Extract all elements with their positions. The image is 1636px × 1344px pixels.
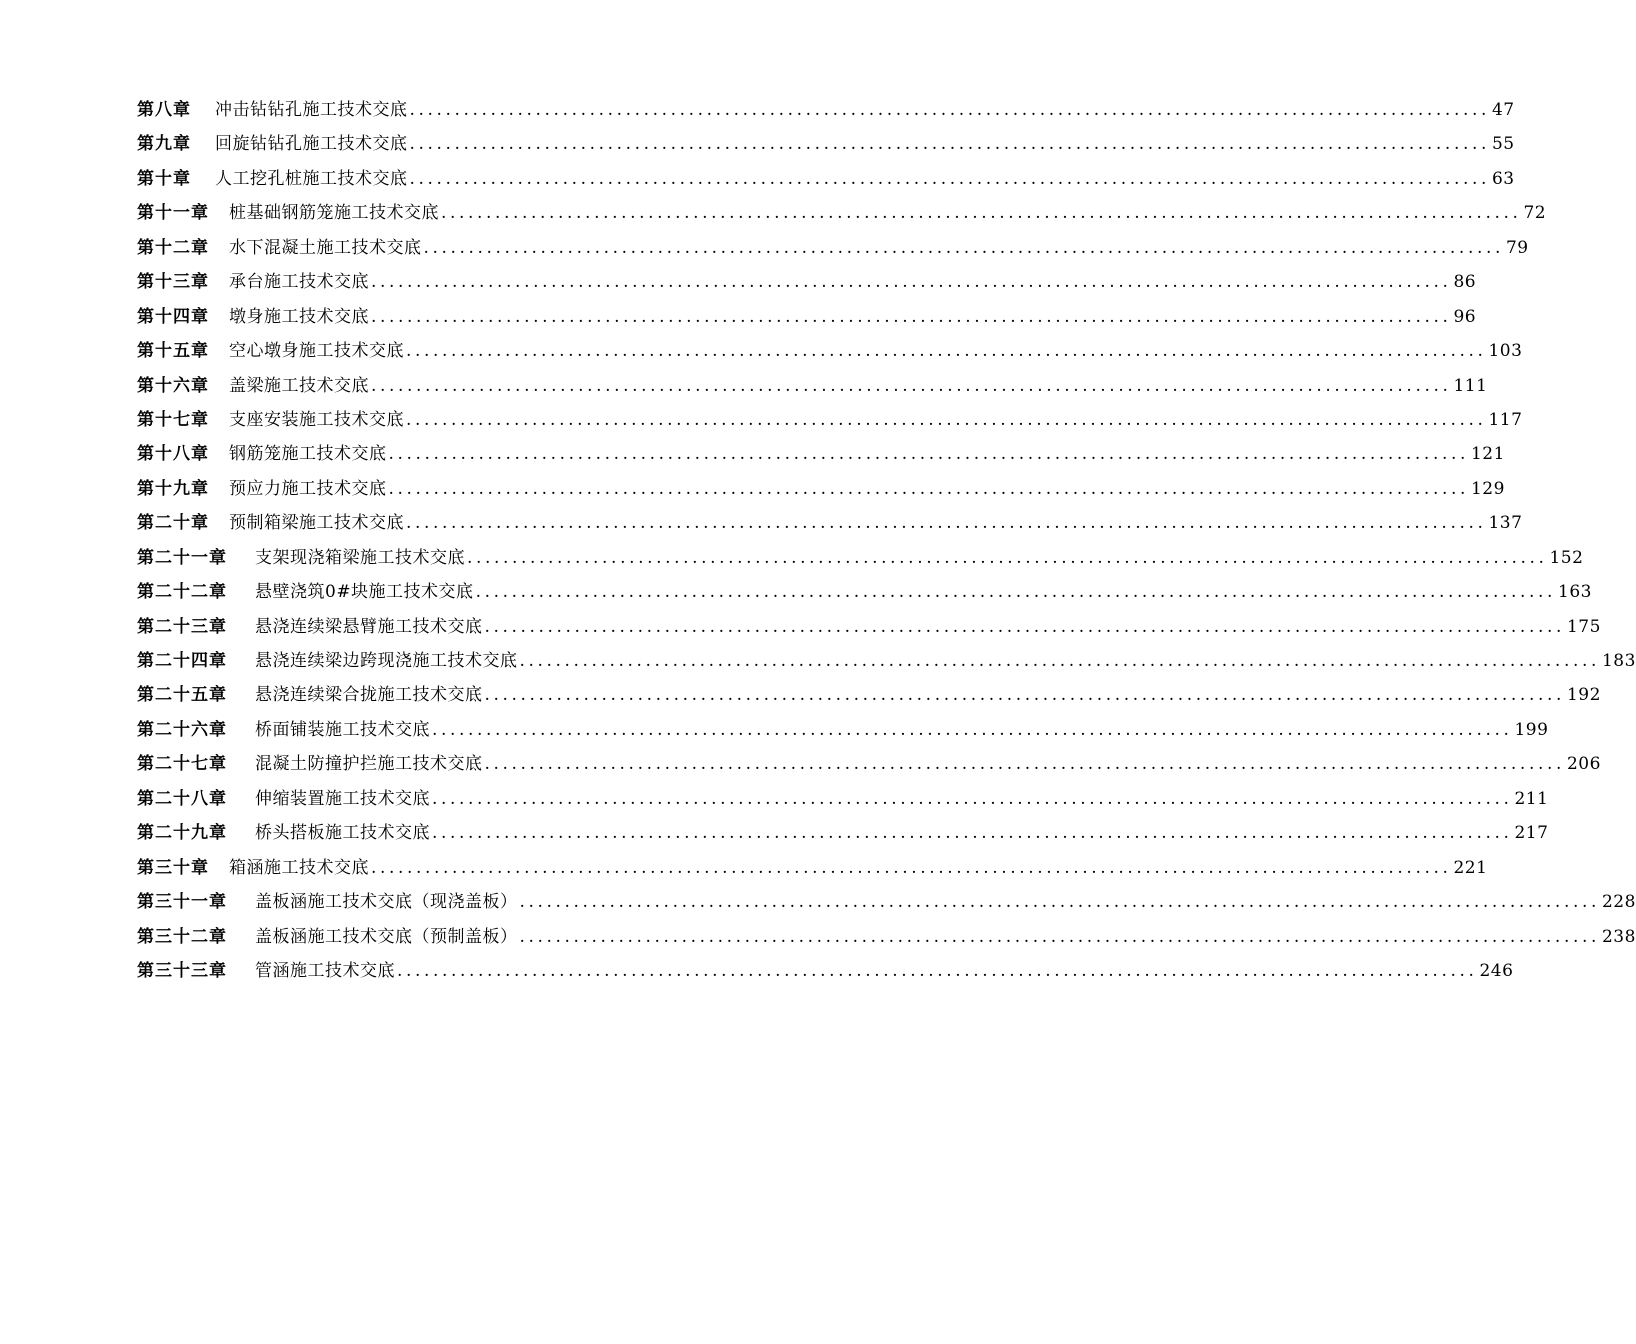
toc-entry[interactable]	[137, 202, 1547, 236]
toc-chapter-title: 墩身施工技术交底	[229, 306, 369, 327]
toc-page-number: 152	[1549, 547, 1584, 568]
toc-dot-leader: ........................................................................................................................	[423, 237, 1504, 258]
toc-dot-leader: ........................................................................................................................	[397, 960, 1478, 981]
toc-dot-leader: ........................................................................................................................	[484, 754, 1565, 775]
toc-chapter-title: 悬壁浇筑0#块施工技术交底	[255, 582, 474, 603]
toc-entry[interactable]	[137, 616, 1601, 650]
toc-page-number: 47	[1491, 100, 1515, 120]
toc-chapter-title: 支座安装施工技术交底	[229, 409, 404, 430]
toc-chapter-title: 承台施工技术交底	[229, 272, 369, 293]
toc-chapter-title: 桩基础钢筋笼施工技术交底	[229, 203, 439, 224]
toc-chapter-title: 悬浇连续梁边跨现浇施工技术交底	[255, 651, 518, 671]
toc-entries	[137, 99, 1636, 994]
toc-chapter-title: 管涵施工技术交底	[255, 960, 395, 981]
toc-entry[interactable]	[137, 581, 1592, 615]
toc-page-number: 117	[1488, 409, 1523, 430]
toc-page-number: 79	[1505, 237, 1529, 258]
toc-entry[interactable]	[137, 891, 1636, 925]
toc-page-number: 192	[1566, 685, 1601, 706]
toc-dot-leader: ........................................................................................................................	[484, 685, 1565, 706]
toc-page-number: 217	[1514, 823, 1549, 844]
toc-chapter-title: 伸缩装置施工技术交底	[255, 788, 430, 809]
toc-chapter-title: 预应力施工技术交底	[229, 478, 387, 499]
toc-page-number: 55	[1491, 134, 1515, 155]
toc-dot-leader: ........................................................................................................................	[409, 100, 1490, 120]
toc-dot-leader: ........................................................................................................................	[371, 375, 1452, 396]
toc-page-number: 137	[1488, 513, 1523, 534]
toc-chapter-number: 第十七章	[137, 409, 209, 430]
toc-chapter-number: 第二十四章	[137, 651, 227, 671]
toc-chapter-number: 第二十二章	[137, 582, 227, 603]
toc-entry[interactable]	[137, 168, 1515, 202]
toc-dot-leader: ........................................................................................................................	[371, 306, 1452, 327]
toc-dot-leader: ........................................................................................................................	[475, 582, 1557, 603]
toc-chapter-number: 第二十七章	[137, 754, 227, 775]
toc-chapter-number: 第三十三章	[137, 960, 227, 981]
toc-dot-leader: ........................................................................................................................	[519, 926, 1600, 947]
toc-entry[interactable]	[137, 719, 1549, 753]
toc-dot-leader: ........................................................................................................................	[406, 341, 1487, 362]
toc-entry[interactable]	[137, 650, 1636, 684]
toc-dot-leader: ........................................................................................................................	[409, 134, 1490, 155]
toc-page-number: 129	[1470, 478, 1505, 499]
toc-entry[interactable]	[137, 340, 1523, 374]
toc-chapter-number: 第二十三章	[137, 616, 227, 637]
toc-entry[interactable]	[137, 547, 1584, 581]
toc-page-number: 238	[1601, 926, 1636, 947]
toc-entry[interactable]	[137, 512, 1523, 546]
toc-chapter-title: 空心墩身施工技术交底	[229, 341, 404, 362]
toc-page-number: 228	[1601, 892, 1636, 913]
toc-page-number: 86	[1453, 272, 1477, 293]
toc-chapter-number: 第十九章	[137, 478, 209, 499]
toc-page-number: 72	[1523, 203, 1547, 224]
toc-entry[interactable]	[137, 237, 1529, 271]
toc-dot-leader: ........................................................................................................................	[406, 513, 1487, 534]
toc-page-number: 206	[1566, 754, 1601, 775]
toc-entry[interactable]	[137, 960, 1514, 994]
toc-page-number: 175	[1566, 616, 1601, 637]
toc-chapter-title: 支架现浇箱梁施工技术交底	[255, 547, 465, 568]
toc-chapter-title: 钢筋笼施工技术交底	[229, 444, 387, 465]
toc-chapter-title: 盖梁施工技术交底	[229, 375, 369, 396]
toc-chapter-number: 第三十一章	[137, 892, 227, 913]
toc-chapter-title: 预制箱梁施工技术交底	[229, 513, 404, 534]
toc-entry[interactable]	[137, 409, 1523, 443]
toc-chapter-title: 桥头搭板施工技术交底	[255, 823, 430, 844]
toc-chapter-number: 第二十章	[137, 513, 209, 534]
toc-chapter-number: 第十四章	[137, 306, 209, 327]
toc-page-number: 246	[1479, 960, 1514, 981]
toc-dot-leader: ........................................................................................................................	[406, 409, 1487, 430]
toc-entry[interactable]	[137, 443, 1505, 477]
toc-page-number: 221	[1453, 857, 1488, 878]
toc-dot-leader: ........................................................................................................................	[441, 203, 1522, 224]
toc-chapter-number: 第十章	[137, 168, 191, 189]
toc-chapter-number: 第二十六章	[137, 719, 227, 740]
toc-dot-leader: ........................................................................................................................	[432, 719, 1513, 740]
toc-entry[interactable]	[137, 375, 1488, 409]
toc-page-number: 96	[1453, 306, 1477, 327]
toc-entry[interactable]	[137, 133, 1515, 167]
toc-chapter-number: 第二十五章	[137, 685, 227, 706]
toc-entry[interactable]	[137, 271, 1477, 305]
toc-page-number: 111	[1453, 375, 1488, 396]
toc-entry[interactable]	[137, 478, 1505, 512]
toc-page-number: 199	[1514, 719, 1549, 740]
toc-entry[interactable]	[137, 926, 1636, 960]
toc-dot-leader: ........................................................................................................................	[371, 272, 1452, 293]
toc-dot-leader: ........................................................................................................................	[432, 788, 1513, 809]
toc-page-number: 163	[1558, 582, 1592, 603]
toc-dot-leader: ........................................................................................................................	[467, 547, 1548, 568]
toc-dot-leader: ........................................................................................................................	[432, 823, 1513, 844]
toc-chapter-title: 箱涵施工技术交底	[229, 857, 369, 878]
toc-chapter-number: 第三十二章	[137, 926, 227, 947]
toc-chapter-number: 第八章	[137, 100, 191, 120]
toc-dot-leader: ........................................................................................................................	[519, 651, 1600, 671]
toc-chapter-title: 桥面铺装施工技术交底	[255, 719, 430, 740]
toc-chapter-number: 第十一章	[137, 203, 209, 224]
toc-chapter-number: 第二十九章	[137, 823, 227, 844]
toc-dot-leader: ........................................................................................................................	[388, 444, 1469, 465]
toc-chapter-title: 回旋钻钻孔施工技术交底	[215, 134, 408, 155]
toc-chapter-title: 盖板涵施工技术交底（现浇盖板）	[255, 892, 518, 913]
toc-page-number: 211	[1514, 788, 1549, 809]
toc-chapter-title: 混凝土防撞护拦施工技术交底	[255, 754, 483, 775]
toc-page-number: 63	[1491, 168, 1515, 189]
toc-chapter-number: 第二十一章	[137, 547, 227, 568]
toc-chapter-number: 第十六章	[137, 375, 209, 396]
toc-entry[interactable]	[137, 753, 1601, 787]
toc-page-number: 121	[1470, 444, 1505, 465]
toc-chapter-title: 盖板涵施工技术交底（预制盖板）	[255, 926, 518, 947]
toc-chapter-number: 第九章	[137, 134, 191, 155]
toc-entry[interactable]	[137, 99, 1515, 133]
toc-dot-leader: ........................................................................................................................	[484, 616, 1565, 637]
toc-chapter-number: 第二十八章	[137, 788, 227, 809]
toc-dot-leader: ........................................................................................................................	[409, 168, 1490, 189]
toc-dot-leader: ........................................................................................................................	[388, 478, 1469, 499]
toc-chapter-title: 悬浇连续梁悬臂施工技术交底	[255, 616, 483, 637]
toc-entry[interactable]	[137, 788, 1549, 822]
toc-page-number: 183	[1601, 651, 1636, 671]
toc-page-number: 103	[1488, 341, 1523, 362]
toc-dot-leader: ........................................................................................................................	[371, 857, 1452, 878]
toc-chapter-number: 第十五章	[137, 341, 209, 362]
toc-chapter-title: 悬浇连续梁合拢施工技术交底	[255, 685, 483, 706]
toc-chapter-number: 第十八章	[137, 444, 209, 465]
toc-chapter-number: 第十二章	[137, 237, 209, 258]
toc-chapter-number: 第三十章	[137, 857, 209, 878]
toc-chapter-title: 水下混凝土施工技术交底	[229, 237, 422, 258]
table-of-contents	[137, 99, 1636, 994]
toc-entry[interactable]	[137, 822, 1549, 856]
toc-entry[interactable]	[137, 684, 1601, 718]
toc-dot-leader: ........................................................................................................................	[519, 892, 1600, 913]
toc-entry[interactable]	[137, 857, 1488, 891]
toc-chapter-number: 第十三章	[137, 272, 209, 293]
toc-chapter-title: 人工挖孔桩施工技术交底	[215, 168, 408, 189]
toc-entry[interactable]	[137, 306, 1477, 340]
toc-chapter-title: 冲击钻钻孔施工技术交底	[215, 100, 408, 120]
